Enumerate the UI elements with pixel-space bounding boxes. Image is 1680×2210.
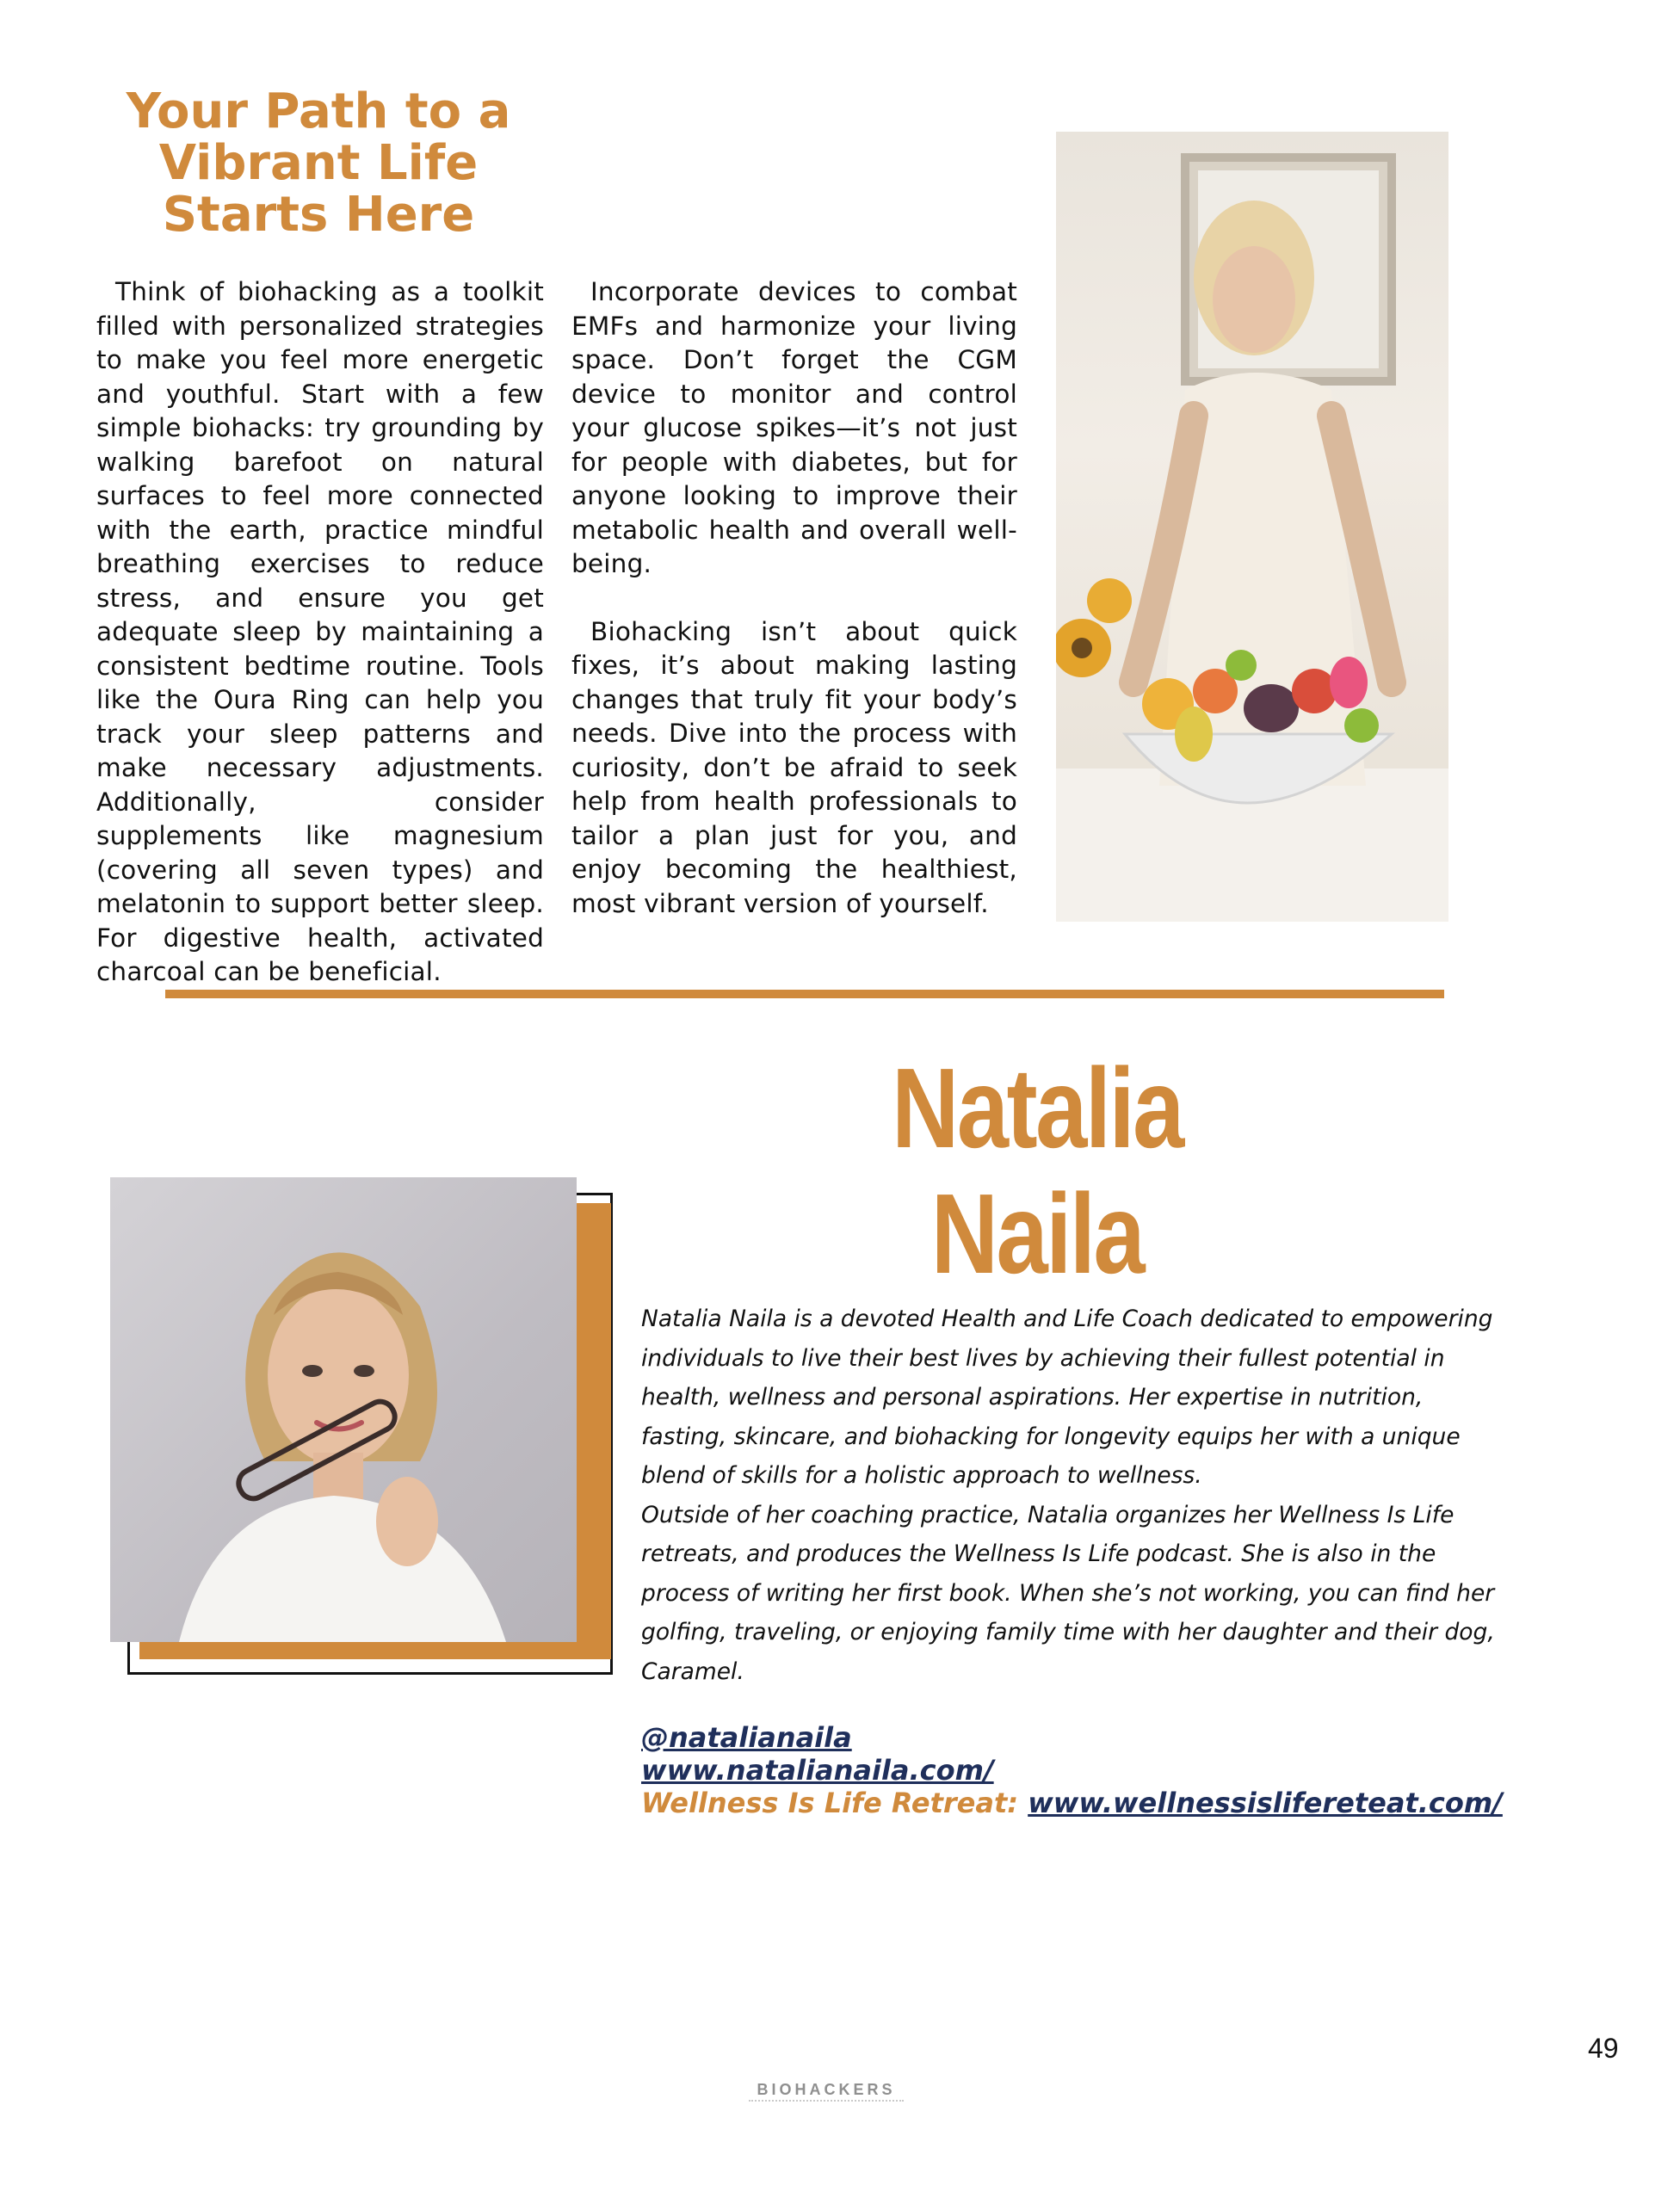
article-headline: Your Path to a Vibrant Life Starts Here (126, 83, 511, 243)
bio-paragraph: Natalia Naila is a devoted Health and Life Coach dedicated to empowering individuals to live their best lives by achieving their fullest potential in health, wellness and personal aspirations. Her expertise in nutrition, fasting, skincare, and biohacking for longevity equips her with a unique blend of skills for a holistic approach to wellness. (641, 1306, 1493, 1489)
retreat-label: Wellness Is Life Retreat: (641, 1787, 1019, 1819)
article-column-right (571, 275, 1017, 921)
profile-last-name: Naila (930, 1170, 1144, 1297)
article-paragraph: Biohacking isn’t about quick fixes, it’s about making lasting changes that truly fit your body’s needs. Dive into the process with curiosity, don’t be afraid to seek help from health professionals to tailor a plan just for you, and enjoy becoming the healthiest, most vibrant version of yourself. (571, 616, 1017, 918)
retreat-link[interactable]: www.wellnessislifereteat.com/ (1028, 1787, 1503, 1819)
fruit-bowl-photo (1056, 132, 1448, 922)
profile-bio (641, 1299, 1502, 1691)
magazine-logo: BIOHACKERS (757, 2081, 896, 2098)
profile-links (641, 1721, 1588, 1819)
page-number: 49 (1588, 2033, 1619, 2064)
portrait-photo (110, 1177, 577, 1642)
profile-first-name: Natalia (892, 1045, 1183, 1171)
fruit-bowl-illustration (1056, 132, 1448, 922)
profile-name (808, 1046, 1267, 1297)
website-link[interactable]: www.natalianaila.com/ (641, 1754, 994, 1787)
logo-underline (749, 2100, 904, 2105)
instagram-link[interactable]: @natalianaila (641, 1721, 852, 1754)
article-column-left (96, 275, 544, 990)
article-paragraph: Think of biohacking as a toolkit filled with personalized strategies to make you feel more energetic and youthful. Start with a few simple biohacks: try grounding by walking barefoot on natural surfaces to feel more connected with the earth, practice mindful breathing exercises to reduce stress, and ensure you get adequate sleep by maintaining a consistent bedtime routine. Tools like the Oura Ring can help you track your sleep patterns and make necessary adjustments. Additionally, consider supplements like magnesium (covering all seven types) and melatonin to support better sleep. For digestive health, activated charcoal can be beneficial. (96, 277, 544, 986)
retreat-line (641, 1787, 1588, 1819)
section-divider (165, 990, 1444, 998)
bio-paragraph: Outside of her coaching practice, Natalia organizes her Wellness Is Life retreats, and produces the Wellness Is Life podcast. She is also in the process of writing her first book. When she’s not working, you can find her golfing, traveling, or enjoying family time with her daughter and their dog, Caramel. (641, 1501, 1495, 1685)
article-paragraph: Incorporate devices to combat EMFs and harmonize your living space. Don’t forget the CGM device to monitor and control your glucose spikes—it’s not just for people with diabetes, but for anyone looking to improve their metabolic health and overall well-being. (571, 277, 1017, 578)
portrait-illustration (110, 1177, 577, 1642)
